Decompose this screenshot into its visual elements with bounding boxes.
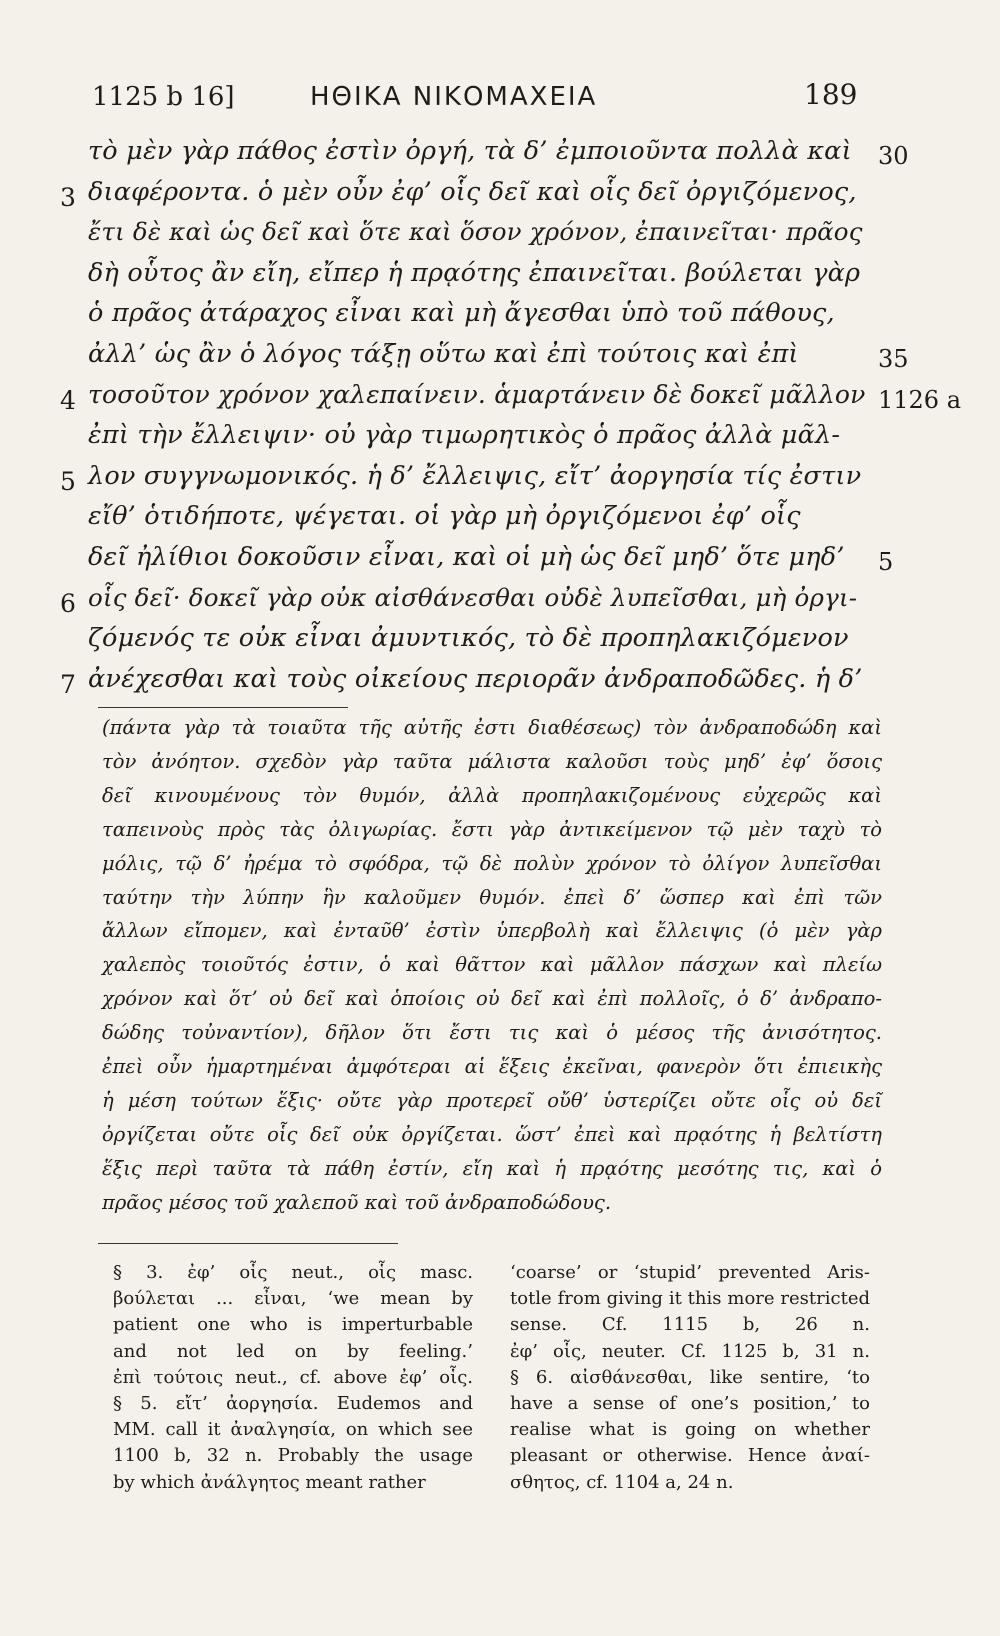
commentary-line: χαλεπὸς τοιοῦτός ἐστιν, ὁ καὶ θᾶττον καὶ μᾶλλον πάσχων καὶ πλείω [102,953,882,977]
main-text-line [0,177,1000,217]
commentary-line: ταύτην τὴν λύπην ἣν καλοῦμεν θυμόν. ἐπεὶ δ’ ὥσπερ καὶ ἐπὶ τῶν [102,885,882,909]
footnote-left-line: patient one who is imperturbable [113,1314,473,1336]
section-number: 7 [60,669,76,699]
commentary-line: χρόνον καὶ ὅτ’ οὐ δεῖ καὶ ὁποίοις οὐ δεῖ καὶ ἐπὶ πολλοῖς, ὁ δ’ ἀνδραπο- [102,987,882,1011]
line-text: τοσοῦτον χρόνον χαλεπαίνειν. ἁμαρτάνειν δὲ δοκεῖ μᾶλλον [88,379,866,409]
footnote-left-line: MM. call it ἀναλγησία, on which see [113,1419,473,1441]
main-text-line [0,298,1000,338]
commentary-line: μόλις, τῷ δ’ ἠρέμα τὸ σφόδρα, τῷ δὲ πολὺν χρόνον τὸ ὀλίγον λυπεῖσθαι [102,851,882,875]
header-reference: 1125 b 16] [92,82,235,112]
footnote-right-line: pleasant or otherwise. Hence ἀναί- [510,1445,870,1467]
main-text-line [0,664,1000,704]
main-text-line [0,583,1000,623]
commentary-line: ταπεινοὺς πρὸς τὰς ὀλιγωρίας. ἔστι γὰρ ἀντικείμενον τῷ μὲν ταχὺ τὸ [102,817,882,841]
footnote-right-line: § 6. αἰσθάνεσθαι, like sentire, ‘to [510,1366,870,1388]
footnote-right-line: σθητος, cf. 1104 a, 24 n. [510,1471,734,1493]
section-number: 6 [60,588,76,618]
line-text: εἴθ’ ὁτιδήποτε, ψέγεται. οἱ γὰρ μὴ ὀργιζόμενοι ἐφ’ οἷς [88,501,801,532]
line-text: ὁ πρᾶος ἀτάραχος εἶναι καὶ μὴ ἄγεσθαι ὑπὸ τοῦ πάθους, [88,298,835,329]
footnote-right-line: have a sense of one’s position,’ to [510,1393,870,1414]
commentary-line: ἄλλων εἴπομεν, καὶ ἐνταῦθ’ ἐστὶν ὑπερβολὴ καὶ ἔλλειψις (ὁ μὲν γὰρ [102,919,882,943]
separator-rule [98,707,348,708]
line-text: ἀλλ’ ὡς ἂν ὁ λόγος τάξῃ οὕτω καὶ ἐπὶ τούτοις καὶ ἐπὶ [88,339,799,369]
line-text: διαφέροντα. ὁ μὲν οὖν ἐφ’ οἷς δεῖ καὶ οἷς δεῖ ὀργιζόμενος, [88,176,857,207]
commentary-line: δεῖ κινουμένους τὸν θυμόν, ἀλλὰ προπηλακιζομένους εὐχερῶς καὶ [102,783,882,807]
section-number: 5 [60,466,76,496]
line-text: ἔτι δὲ καὶ ὡς δεῖ καὶ ὅτε καὶ ὅσον χρόνον, ἐπαινεῖται· πρᾶος [88,217,863,247]
line-number: 1126 a [878,385,962,414]
line-number: 35 [878,345,909,373]
main-text-line [0,136,1000,176]
line-text: ἀνέχεσθαι καὶ τοὺς οἰκείους περιορᾶν ἀνδραποδῶδες. ἡ δ’ [88,663,863,694]
line-number: 30 [878,142,909,170]
main-text-line [0,339,1000,379]
line-text: οἷς δεῖ· δοκεῖ γὰρ οὐκ αἰσθάνεσθαι οὐδὲ λυπεῖσθαι, μὴ ὀργι- [88,582,858,612]
commentary-line: πρᾶος μέσος τοῦ χαλεποῦ καὶ τοῦ ἀνδραποδώδους. [102,1190,612,1214]
commentary-line: τὸν ἀνόητον. σχεδὸν γὰρ ταῦτα μάλιστα καλοῦσι τοὺς μηδ’ ἐφ’ ὅσοις [102,749,882,773]
line-text: ζόμενός τε οὐκ εἶναι ἀμυντικός, τὸ δὲ προπηλακιζόμενον [88,623,849,654]
line-text: δεῖ ἠλίθιοι δοκοῦσιν εἶναι, καὶ οἱ μὴ ὡς δεῖ μηδ’ ὅτε μηδ’ [88,542,845,572]
commentary-line: ἡ μέση τούτων ἕξις· οὔτε γὰρ προτερεῖ οὔθ’ ὑστερίζει οὔτε οἷς οὐ δεῖ [102,1088,882,1112]
header-title: ΗΘΙΚΑ ΝΙΚΟΜΑΧΕΙΑ [310,82,598,112]
page-number: 189 [804,78,858,111]
footnote-right-line: totle from giving it this more restricted [510,1288,870,1310]
commentary-line: (πάντα γὰρ τὰ τοιαῦτα τῆς αὐτῆς ἐστι διαθέσεως) τὸν ἀνδραποδώδη καὶ [102,716,882,739]
line-text: τὸ μὲν γὰρ πάθος ἐστὶν ὀργή, τὰ δ’ ἐμποιοῦντα πολλὰ καὶ [88,136,852,166]
commentary-line: δώδης τοὐναντίον), δῆλον ὅτι ἔστι τις καὶ ὁ μέσος τῆς ἀνισότητος. [102,1021,882,1045]
main-text-line [0,542,1000,582]
section-number: 3 [60,182,76,212]
main-text-line [0,461,1000,501]
footnote-right-line: ἐφ’ οἷς, neuter. Cf. 1125 b, 31 n. [510,1340,870,1362]
main-text-line [0,501,1000,541]
line-text: λον συγγνωμονικός. ἡ δ’ ἔλλειψις, εἴτ’ ἀοργησία τίς ἐστιν [88,460,862,491]
running-header [0,78,1000,118]
section-number: 4 [60,385,76,415]
line-number: 5 [878,548,894,576]
main-text-line [0,258,1000,298]
footnote-left-line: ἐπὶ τούτοις neut., cf. above ἐφ’ οἷς. [113,1366,473,1388]
footnote-left-line: βούλεται ... εἶναι, ‘we mean by [113,1288,473,1310]
footnote-left-line: § 3. ἐφ’ οἷς neut., οἷς masc. [113,1262,473,1283]
footnote-rule [98,1243,398,1244]
commentary-line: ὀργίζεται οὔτε οἷς δεῖ οὐκ ὀργίζεται. ὥστ’ ἐπεὶ καὶ πρᾳότης ἡ βελτίστη [102,1122,882,1146]
main-text-line [0,380,1000,420]
footnote-left-line: § 5. εἴτ’ ἀοργησία. Eudemos and [113,1393,473,1414]
main-text-line [0,420,1000,460]
footnote-left-line: and not led on by feeling.’ [113,1340,473,1362]
footnote-left-line: by which ἀνάλγητος meant rather [113,1471,426,1493]
footnote-right-line: realise what is going on whether [510,1419,870,1441]
main-text-line [0,217,1000,257]
footnote-right-line: sense. Cf. 1115 b, 26 n. [510,1314,870,1336]
footnote-right-line: ‘coarse’ or ‘stupid’ prevented Aris- [510,1262,870,1283]
commentary-line: ἕξις περὶ ταῦτα τὰ πάθη ἐστίν, εἴη καὶ ἡ πρᾳότης μεσότης τις, καὶ ὁ [102,1156,882,1180]
main-text-line [0,623,1000,663]
footnote-left-line: 1100 b, 32 n. Probably the usage [113,1445,473,1467]
line-text: ἐπὶ τὴν ἔλλειψιν· οὐ γὰρ τιμωρητικὸς ὁ πρᾶος ἀλλὰ μᾶλ- [88,420,841,451]
commentary-line: ἐπεὶ οὖν ἡμαρτημέναι ἀμφότεραι αἱ ἕξεις ἐκεῖναι, φανερὸν ὅτι ἐπιεικὴς [102,1055,882,1078]
line-text: δὴ οὗτος ἂν εἴη, εἴπερ ἡ πρᾳότης ἐπαινεῖται. βούλεται γὰρ [88,257,861,288]
